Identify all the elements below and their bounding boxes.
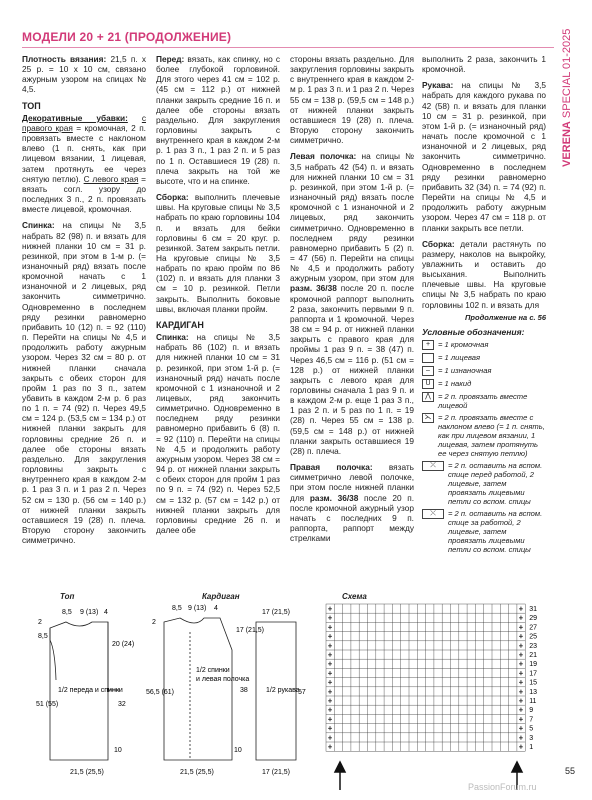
- chart-row-number: 1: [529, 744, 534, 751]
- chart-row-number: 31: [529, 606, 537, 613]
- legend-symbol: –: [422, 366, 434, 376]
- cardigan-assembly-text: детали растянуть по размеру, наколов на выкройку, увлажнить и оставить до высыхания. Выполнить плечевые швы. На круговые спицы № 3,5 набрать по краю горловины 102 п. и вязать для: [422, 238, 547, 310]
- section-header: МОДЕЛИ 20 + 21 (ПРОДОЛЖЕНИЕ): [22, 30, 232, 44]
- sleeves-label: Рукава:: [422, 80, 454, 91]
- top-dim-1: 8,5: [62, 609, 72, 616]
- right-front-size: разм. 36/38: [309, 492, 359, 503]
- chart-edge-stitch: +: [328, 707, 333, 715]
- chart-edge-stitch: +: [518, 661, 523, 669]
- legend-symbol: +: [422, 340, 434, 350]
- chart-row-number: 3: [529, 734, 534, 742]
- sleeve-label: 1/2 рукава: [266, 687, 300, 694]
- chart-edge-stitch: +: [328, 633, 333, 641]
- top-outline: [50, 622, 108, 760]
- top-left-dim-3: 51 (55): [36, 701, 59, 708]
- cardigan-right-dim-1: 17 (21,5): [236, 627, 265, 634]
- chart-edge-stitch: +: [518, 652, 523, 659]
- stitch-chart-grid: [326, 604, 525, 751]
- cardigan-heading: КАРДИГАН: [156, 319, 204, 330]
- page-number: 55: [565, 766, 576, 776]
- legend-item: [422, 340, 546, 350]
- text-column-4: [422, 54, 546, 557]
- legend-text: = 2 п. провязать вместе с наклоном влево (= 1 п. снять, как при лицевом вязании, 1 лицевая, затем протянуть ее через снятую петлю): [438, 413, 545, 459]
- arrow-right-head: [512, 762, 522, 772]
- cardigan-band-dim: 10: [234, 747, 242, 754]
- legend-item: [422, 366, 546, 376]
- top-schematic: [50, 622, 120, 760]
- top-dim-2: 9 (13): [80, 609, 99, 616]
- chart-row-number: 19: [529, 661, 537, 669]
- front-text: вязать, как спинку, но с более глубокой горловиной. Для этого через 41 см = 102 р. (45 см = 112 р.) от нижней планки закрыть средние 16 п. и далее обе стороны вязать раздельно. Для закругления горловины закрыть с внутреннего края в каждом 2-м р. 1 раз 3 п., 1 раз 2 п. и 5 раз по 1 п. Оставшиеся 19 (28) п. плеча закрыть на той же высоте, что и на спинке.: [156, 54, 280, 186]
- chart-title: Схема: [342, 592, 367, 601]
- sleeve-outline: [256, 622, 296, 760]
- top-right-dim-2: 32: [118, 701, 126, 708]
- chart-edge-stitch: +: [518, 642, 523, 650]
- legend-item: [422, 353, 546, 363]
- legend-title: Условные обозначения:: [422, 326, 525, 337]
- chart-row-number: 13: [529, 688, 537, 696]
- top-band-dim: 10: [114, 747, 122, 754]
- legend-text: = 2 п. провязать вместе лицевой: [438, 392, 528, 411]
- top-bottom-dim: 21,5 (25,5): [70, 769, 104, 776]
- cardigan-left-dim-2: 56,5 (61): [146, 689, 175, 696]
- text-column-1: [22, 54, 146, 551]
- cardigan-left-dim-1: 2: [152, 619, 156, 626]
- chart-edge-stitch: +: [518, 606, 523, 613]
- legend-item: [422, 461, 546, 506]
- chart-edge-stitch: +: [518, 670, 523, 678]
- chart-edge-stitch: +: [518, 688, 523, 696]
- top-piece-label: 1/2 переда и спинки: [58, 687, 123, 694]
- chart-row-number: 15: [529, 679, 537, 687]
- top-side: [108, 622, 120, 690]
- top-dim-3: 4: [104, 609, 108, 616]
- chart-row-number: 23: [529, 642, 537, 650]
- site-watermark: PassionForum.ru: [468, 782, 537, 792]
- legend-item: [422, 509, 546, 554]
- sleeves-text: на спицы № 3,5 набрать для каждого рукава по 42 (58) п. и вязать для планки 10 см = 31 р. резинкой, при этом 1-й р. (= изнаночный ряд) начать после кромочной с 1 изнаночной и 2 лицевых, ряд закончить симметрично. Одновременно в последнем ряду резинки равномерно прибавить 32 (34) п. = 74 (92) п. Перейти на спицы № 4,5 и продолжить работу ажурным узором. Через 47 см = 118 р. от планки закрыть все петли.: [422, 80, 546, 233]
- right-front-text2: после 20 п. после кромочной ажурный узор начать с последних 9 п. раппорта, раппорт между стрелками: [290, 492, 415, 544]
- back-label: Спинка:: [22, 220, 55, 231]
- brand-special: SPECIAL: [561, 72, 573, 119]
- chart-edge-stitch: +: [328, 661, 333, 669]
- continuation-note: Продолжение на с. 56: [465, 312, 546, 322]
- text-column-3: [290, 54, 414, 549]
- chart-edge-stitch: +: [518, 707, 523, 715]
- chart-edge-stitch: +: [518, 698, 523, 705]
- cardigan-dim-2: 9 (13): [188, 605, 207, 612]
- legend-symbol: [422, 353, 434, 363]
- sleeve-schematic: [256, 622, 296, 760]
- top-right-dim-1: 20 (24): [112, 641, 135, 648]
- chart-edge-stitch: +: [328, 615, 333, 623]
- chart-row-number: 17: [529, 670, 537, 678]
- legend-symbol: U: [422, 379, 434, 389]
- top-armhole: [50, 628, 56, 680]
- magazine-sidebar-label: [556, 20, 576, 180]
- right-edge-text: = кромочная, 2 п. провязать вместе с наклоном влево (1 п. снять, как при лицевом вязании, 1 лицевая, затем протянуть ее через снятую петлю).: [22, 122, 146, 184]
- top-heading: ТОП: [22, 100, 41, 111]
- sleeve-right-dim: 57: [298, 689, 306, 696]
- legend-text: = 1 изнаночная: [438, 366, 492, 376]
- legend-symbol: ⤬: [422, 509, 444, 519]
- back-text: на спицы № 3,5 набрать 82 (98) п. и вязать для нижней планки 10 см = 31 р. резинкой, при этом в 1-м р. (= изнаночный ряд) вязать после кромочной начать с 1 изнаночной и 2 лицевых, ряд закончить симметрично. Одновременно в последнем ряду резинки равномерно прибавить 10 (12) п. = 92 (110) п. Перейти на спицы № 4,5 и продолжить работу ажурным узором. Через 32 см = 80 р. от нижней планки сначала закрыть с обеих сторон для пройм 1 раз по 3 п., затем убавить в каждом 2-м р. 6 раз по 1 п. = 74 (92) п. Через 49,5 см = 124 р. (53,5 см = 134 р.) от нижней планки закрыть для горловины средние 26 п. и далее обе стороны вязать раздельно. Для закругления горловины закрыть с внутреннего края в каждом 2-м р. 1 раз 3 п. и 1 раз 2 п. Через 52 см = 130 р. (56 см = 140 р.) от нижней планки закрыть оставшиеся 19 (28) п. плеча. Вторую сторону закончить симметрично.: [22, 220, 146, 546]
- decor-label: Декоративные убавки:: [22, 112, 128, 123]
- legend-symbol: ⋋: [422, 413, 434, 423]
- top-left-dim-1: 2: [38, 619, 42, 626]
- chart-row-number: 29: [529, 615, 537, 623]
- chart-edge-stitch: +: [328, 698, 333, 705]
- front-label: Перед:: [156, 54, 185, 64]
- cardigan-assembly-label: Сборка:: [422, 238, 455, 249]
- chart-edge-stitch: +: [328, 688, 333, 696]
- cardigan-label-1: 1/2 спинки: [196, 667, 230, 674]
- legend-item: [422, 379, 546, 389]
- cardigan-schematic: [164, 618, 232, 760]
- chart-edge-stitch: +: [518, 615, 523, 623]
- text-column-2: [156, 54, 280, 541]
- left-front-size: разм. 36/38: [290, 283, 337, 294]
- top-left-dim-2: 8,5: [38, 633, 48, 640]
- cardigan-dim-1: 8,5: [172, 605, 182, 612]
- legend-text: = 1 кромочная: [438, 340, 489, 350]
- top-diagram-title: Топ: [60, 592, 75, 601]
- chart-edge-stitch: +: [518, 744, 523, 751]
- chart-edge-stitch: +: [518, 624, 523, 632]
- right-front-text: вязать симметрично левой полочке, при этом после нижней планки для: [290, 462, 414, 503]
- chart-edge-stitch: +: [518, 679, 523, 687]
- stitch-chart-row-numbers: [529, 606, 537, 751]
- chart-edge-stitch: +: [328, 652, 333, 659]
- chart-frame: [326, 604, 525, 751]
- chart-edge-stitch: +: [328, 670, 333, 678]
- cardigan-right-dim-2: 38: [240, 687, 248, 694]
- cardigan-back-text: на спицы № 3,5 набрать 86 (102) п. и вязать для нижней планки 10 см = 31 р. резинкой, при этом 1-й р. (= изнаночный ряд) начать после кромочной с 1 изнаночной и 2 лицевых, ряд закончить симметрично. Одновременно в последнем ряду резинки равномерно прибавить 6 (8) п. = 92 (110) п. Перейти на спицы № 4,5 и продолжить работу ажурным узором. Через 38 см = 94 р. от нижней планки закрыть с обеих сторон для пройм 1 раз по 9 п. = 74 (92) п. Через 52,5 см = 132 р. (57 см = 142 р.) от нижней планки закрыть для горловины средние 26 п. и далее обе: [156, 332, 280, 536]
- legend-text: = 1 лицевая: [438, 353, 481, 363]
- chart-row-number: 9: [529, 707, 534, 715]
- chart-edge-stitch: +: [518, 725, 523, 733]
- brand-name: VERENA: [561, 121, 573, 167]
- left-front-text: на спицы № 3,5 набрать 42 (54) п. и вязать для нижней планки 10 см = 31 р. резинкой, при этом 1-й р. (= изнаночный ряд) вязать после кромочной с 1 изнаночной и 2 лицевых, ряд закончить симметрично. Одновременно в последнем ряду резинки равномерно прибавить 5 (2) п. = 47 (56) п. Перейти на спицы № 4,5 и продолжить работу ажурным узором, при этом для: [290, 151, 415, 284]
- cardigan-label-2: и левая полочка: [196, 676, 250, 683]
- legend-list: [422, 340, 546, 554]
- chart-row-number: 7: [529, 716, 534, 724]
- right-edge-label: с правого края: [22, 112, 147, 133]
- sleeve-bottom-dim: 17 (21,5): [262, 769, 291, 776]
- chart-edge-stitch: +: [328, 716, 333, 724]
- chart-row-number: 21: [529, 652, 537, 659]
- cardigan-diagram-title: Кардиган: [202, 592, 240, 601]
- cardigan-bottom-dim: 21,5 (25,5): [180, 769, 214, 776]
- issue-number: 01-2025: [561, 28, 573, 69]
- chart-edge-stitch: +: [328, 725, 333, 733]
- chart-row-number: 5: [529, 725, 534, 733]
- legend-text: = 1 накид: [438, 379, 472, 389]
- header-divider: [22, 47, 554, 48]
- legend-item: [422, 413, 546, 458]
- chart-row-number: 27: [529, 624, 537, 632]
- assembly-text: выполнить плечевые швы. На круговые спицы № 3,5 набрать по краю горловины 104 п. и вязать для бейки горловины 6 см = 20 круг. р. резинкой. Затем закрыть петли. На круговые спицы № 3,5 набрать по краю пройм по 86 (102) п. и вязать для планки 3 см = 10 р. резинкой. Петли закрыть. Выполнить боковые швы, включая планки пройм.: [156, 192, 280, 314]
- chart-edge-stitch: +: [328, 606, 333, 613]
- chart-edge-stitch: +: [328, 679, 333, 687]
- chart-edge-stitch: +: [328, 734, 333, 742]
- chart-edge-stitch: +: [518, 716, 523, 724]
- left-front-text2: после 20 п. после кромочной раппорт выполнить 2 раза, закончить первыми 9 п. раппорта и 1 кромочной. Через 38 см = 94 р. от нижней планки закрыть с правого края для проймы 1 раз 9 п. = 38 (47) п. Через 46,5 см = 116 р. (51 см = 128 р.) от нижней планки закрыть с левого края для горловины сначала 1 раз 9 п. и в каждом 2-м р. еще 1 раз 3 п., 1 раз 2 п. и 5 раз по 1 п. = 19 (28) п. Через 55 см = 138 р. (59,5 см = 148 р.) от нижней планки закрыть оставшиеся 19 (28) п. плеча.: [290, 283, 415, 456]
- legend-text: = 2 п. оставить на вспом. спице перед работой, 2 лицевые, затем провязать лицевыми петли со вспом. спицы: [448, 461, 543, 507]
- gauge-label: Плотность вязания:: [22, 54, 107, 64]
- chart-edge-stitch: +: [328, 642, 333, 650]
- chart-edge-stitch: +: [518, 734, 523, 742]
- left-front-label: Левая полочка:: [290, 151, 357, 162]
- chart-row-number: 25: [529, 633, 537, 641]
- arrow-left-head: [335, 762, 345, 772]
- chart-edge-stitch: +: [518, 633, 523, 641]
- right-front-cont: выполнить 2 раза, закончить 1 кромочной.: [422, 54, 546, 75]
- legend-text: = 2 п. оставить на вспом. спице за работой, 2 лицевые, затем провязать лицевыми петли со вспом. спицы: [448, 509, 543, 555]
- legend-symbol: ⤫: [422, 461, 444, 471]
- left-edge-text: = вязать согл. узору до последних 3 п., 2 п. провязать вместе лицевой, кромочная.: [22, 173, 146, 215]
- cardigan-back-label: Спинка:: [156, 332, 189, 343]
- chart-edge-stitch: +: [328, 624, 333, 632]
- assembly-label: Сборка:: [156, 192, 189, 203]
- gauge-text: 21,5 п. x 25 р. = 10 x 10 см, связано ажурным узором на спицах № 4,5.: [22, 54, 146, 95]
- legend-item: [422, 392, 546, 410]
- cardigan-dim-3: 4: [214, 605, 218, 612]
- left-edge-label: С левого края: [83, 173, 139, 184]
- right-front-label: Правая полочка:: [290, 462, 373, 473]
- chart-row-number: 11: [529, 698, 537, 705]
- sleeve-top-dim: 17 (21,5): [262, 609, 291, 616]
- cardigan-outline: [164, 618, 232, 760]
- cardigan-back-cont: стороны вязать раздельно. Для закругления горловины закрыть с внутреннего края в каждом 2-м р. 1 раз 3 п. и 1 раз 2 п. Через 55 см = 138 р. (59,5 см = 148 р.) от нижней планки закрыть оставшиеся 19 (28) п. плеча. Вторую сторону закончить симметрично.: [290, 54, 414, 146]
- chart-edge-stitch: +: [328, 744, 333, 751]
- legend-symbol: ⋀: [422, 392, 434, 402]
